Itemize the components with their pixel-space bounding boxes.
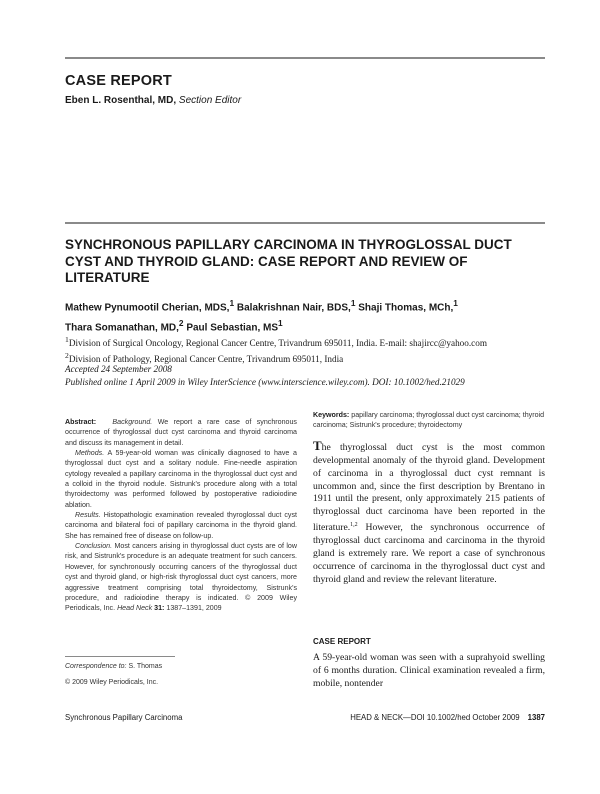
affiliation-mark: 2 bbox=[65, 350, 69, 360]
section-editor bbox=[65, 95, 241, 106]
correspondence-block bbox=[65, 662, 162, 688]
section-label: CASE REPORT bbox=[65, 73, 172, 89]
published-online: Published online 1 April 2009 in Wiley InterScience (www.interscience.wiley.com). DOI: 10.1002/hed.21029 bbox=[65, 376, 465, 387]
abstract-text: We report a rare case of synchronous occurrence of thyroglossal duct cyst carcinoma and thyroid carcinoma and discuss its management in detail. bbox=[65, 418, 297, 447]
keywords bbox=[313, 410, 545, 431]
drop-cap: T bbox=[313, 438, 322, 453]
keywords-text: papillary carcinoma; thyroglossal duct cyst carcinoma; thyroid carcinoma; Sistrunk's procedure; thyroidectomy bbox=[313, 411, 545, 430]
copyright-line: © 2009 Wiley Periodicals, Inc. bbox=[65, 679, 159, 686]
abstract-methods bbox=[65, 448, 297, 510]
affiliation bbox=[65, 334, 545, 350]
citation-journal: Head Neck bbox=[117, 604, 153, 613]
case-report-heading: CASE REPORT bbox=[313, 637, 371, 646]
citation-pages: 1387–1391, 2009 bbox=[166, 604, 222, 613]
author-affiliation-mark: 1 bbox=[350, 298, 356, 308]
author-affiliation-mark: 2 bbox=[178, 317, 184, 328]
abstract-conclusion bbox=[65, 541, 297, 613]
affiliation-text: Division of Surgical Oncology, Regional Cancer Centre, Trivandrum 695011, India. E-mail: shajircc@yahoo.com bbox=[68, 338, 487, 349]
abstract-label: Background. bbox=[112, 418, 153, 426]
abstract-label: Methods. bbox=[75, 449, 105, 458]
abstract-text: Most cancers arising in thyroglossal duct cysts are of low risk, and Sistrunk's procedure is an adequate treatment for such cancers. However, for synchronously occurring cancers of the thyroglossal duct cyst and thyroid gland, or high-risk thyroglossal duct cyst cancers, more aggressive treatment comprising total thyroidectomy, Sistrunk's procedure, and radioiodine therapy is indicated. © 2009 Wiley Periodicals, Inc. bbox=[65, 542, 297, 613]
affiliation-text: Division of Pathology, Regional Cancer Centre, Trivandrum 695011, India bbox=[68, 353, 344, 364]
journal-info: HEAD & NECK—DOI 10.1002/hed October 2009 bbox=[350, 713, 520, 722]
author: Balakrishnan Nair, BDS, bbox=[236, 302, 351, 314]
abstract-text: Histopathologic examination revealed thyroglossal duct cyst carcinoma and bilateral foci of papillary carcinoma in the thyroid gland. She has remained free of disease on follow-up. bbox=[65, 511, 297, 540]
affiliation-mark: 1 bbox=[65, 335, 69, 344]
intro-text: However, the synchronous occurrence of thyroglossal duct carcinoma and carcinoma in the thyroid gland is extremely rare. We report a case of synchronous occurrence of carcinoma in the thyroglossal duct cyst and thyroid gland and review the relevant literature. bbox=[313, 522, 545, 585]
correspondence-name: S. Thomas bbox=[128, 663, 163, 670]
intro-text: he thyroglossal duct cyst is the most common developmental anomaly of the thyroid gland. Development of carcinoma in a thyroglossal duct cyst remnant is uncommon and, since the first description by Brentano in 1911 until the present, only approximately 215 patients of thyroglossal duct carcinoma have been reported in the literature. bbox=[313, 442, 545, 534]
accepted-date: Accepted 24 September 2008 bbox=[65, 364, 172, 374]
abstract-heading: Abstract: bbox=[65, 418, 97, 426]
author-affiliation-mark: 1 bbox=[278, 317, 283, 328]
page-number: 1387 bbox=[527, 713, 545, 722]
journal-footer bbox=[300, 713, 545, 722]
author: Paul Sebastian, MS bbox=[186, 322, 279, 334]
author-list bbox=[65, 296, 545, 336]
editor-name: Eben L. Rosenthal, MD, bbox=[65, 95, 177, 106]
article-title: SYNCHRONOUS PAPILLARY CARCINOMA IN THYROGLOSSAL DUCT CYST AND THYROID GLAND: CASE REPORT AND REVIEW OF LITERATURE bbox=[65, 237, 512, 285]
editor-role: Section Editor bbox=[178, 95, 242, 106]
publication-dates bbox=[65, 363, 545, 388]
header-top-rule bbox=[65, 57, 545, 59]
author: Thara Somanathan, MD, bbox=[65, 322, 179, 334]
correspondence-line bbox=[65, 662, 162, 672]
correspondence-rule bbox=[65, 656, 175, 657]
abstract-text: A 59-year-old woman was clinically diagnosed to have a thyroglossal duct cyst and a solitary nodule. Fine-needle aspiration cytology revealed a papillary carcinoma in the thyroglossal duct cyst and a colloid in the thyroid nodule. Sistrunk's procedure along with a total thyroidectomy was performed followed by postoperative radioiodine ablation. bbox=[65, 449, 297, 509]
abstract-results bbox=[65, 510, 297, 541]
citation-volume: 31: bbox=[154, 604, 165, 613]
abstract-background bbox=[65, 417, 297, 448]
author-affiliation-mark: 1 bbox=[229, 298, 235, 308]
author: Shaji Thomas, MCh, bbox=[358, 302, 454, 314]
keywords-label: Keywords: bbox=[313, 411, 350, 419]
introduction-paragraph bbox=[313, 440, 545, 587]
correspondence-label: Correspondence to: bbox=[65, 663, 127, 670]
header-bottom-rule bbox=[65, 222, 545, 224]
case-report-text: A 59-year-old woman was seen with a suprahyoid swelling of 6 months duration. Clinical examination revealed a firm, mobile, nontender bbox=[313, 652, 545, 689]
reference-mark: 1,2 bbox=[350, 522, 358, 529]
abstract-label: Conclusion. bbox=[75, 542, 113, 551]
abstract-label: Results. bbox=[75, 511, 101, 520]
author: Mathew Pynumootil Cherian, MDS, bbox=[65, 302, 230, 314]
affiliations bbox=[65, 334, 545, 365]
abstract bbox=[65, 417, 297, 614]
author-affiliation-mark: 1 bbox=[453, 298, 458, 308]
running-title: Synchronous Papillary Carcinoma bbox=[65, 713, 183, 722]
